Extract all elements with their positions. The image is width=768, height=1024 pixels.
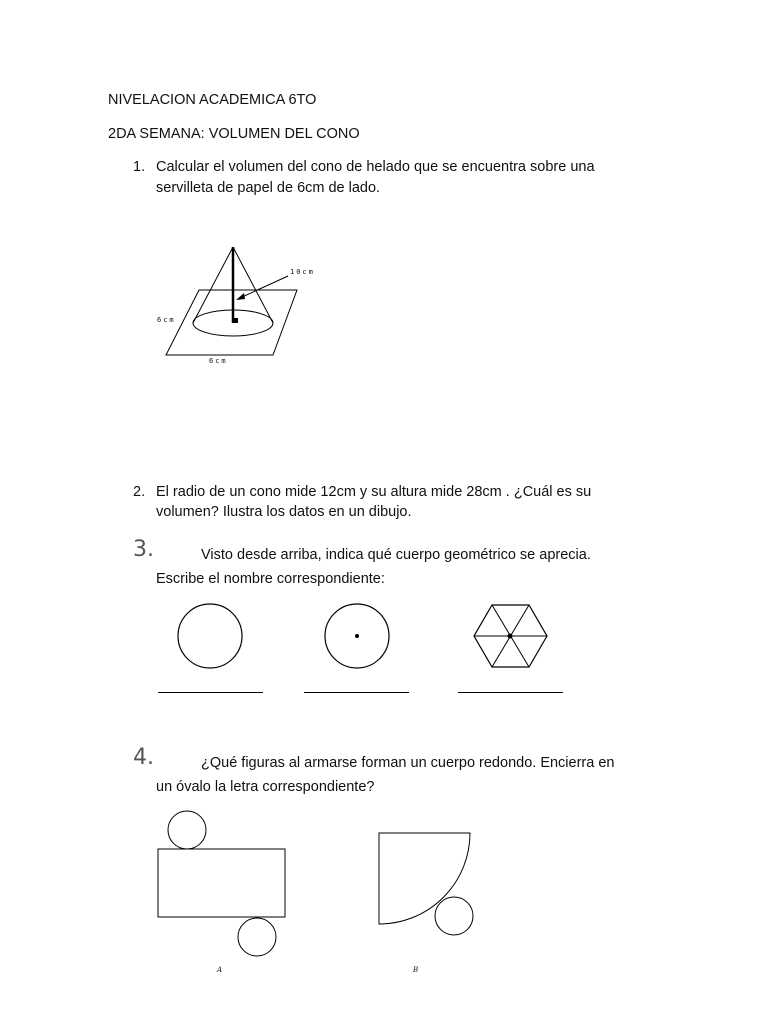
napkin-shape [166,290,297,355]
q1-text-line1: Calcular el volumen del cono de helado que se encuentra sobre una [156,159,595,175]
q2-text-line1: El radio de un cono mide 12cm y su altura mide 28cm . ¿Cuál es su [156,484,592,500]
q1-number: 1. [133,159,146,175]
side-left-label: 6cm [157,316,176,324]
slant-arrow-head [236,293,245,300]
option-b-label[interactable]: B [413,966,419,974]
net-b-circle [435,897,473,935]
cone-side-left [193,247,233,323]
q3-text-line1: Visto desde arriba, indica qué cuerpo geométrico se aprecia. [201,547,591,563]
document-title: NIVELACION ACADEMICA 6TO [108,92,317,108]
answer-line-2[interactable] [304,692,409,693]
net-b-sector [379,833,470,924]
slant-arrow [240,276,288,298]
q2-number: 2. [133,484,146,500]
q4-number: 4. [133,745,154,770]
hex-diagonal-3 [492,605,529,667]
top-view-cone-circle [325,604,389,668]
right-angle-mark [233,318,238,323]
cone-base [193,310,273,336]
answer-line-1[interactable] [158,692,263,693]
net-a-top-circle [168,811,206,849]
q3-text-line2: Escribe el nombre correspondiente: [156,571,385,587]
document-subtitle: 2DA SEMANA: VOLUMEN DEL CONO [108,126,360,142]
option-a-label[interactable]: A [217,966,223,974]
hex-apex [508,634,513,639]
cone-side-right [233,247,273,323]
q2-text-line2: volumen? Ilustra los datos en un dibujo. [156,504,412,520]
net-a-rectangle [158,849,285,917]
q1-text-line2: servilleta de papel de 6cm de lado. [156,180,381,196]
answer-line-3[interactable] [458,692,563,693]
q4-text-line2: un óvalo la letra correspondiente? [156,779,375,795]
top-view-cone-apex [355,634,359,638]
q3-number: 3. [133,537,154,562]
top-view-circle [178,604,242,668]
hex-diagonal-2 [492,605,529,667]
side-bottom-label: 6cm [209,357,228,365]
q4-text-line1: ¿Qué figuras al armarse forman un cuerpo redondo. Encierra en [201,755,615,771]
slant-label: 10cm [290,268,315,276]
top-view-hexagon [474,605,547,667]
net-a-bottom-circle [238,918,276,956]
